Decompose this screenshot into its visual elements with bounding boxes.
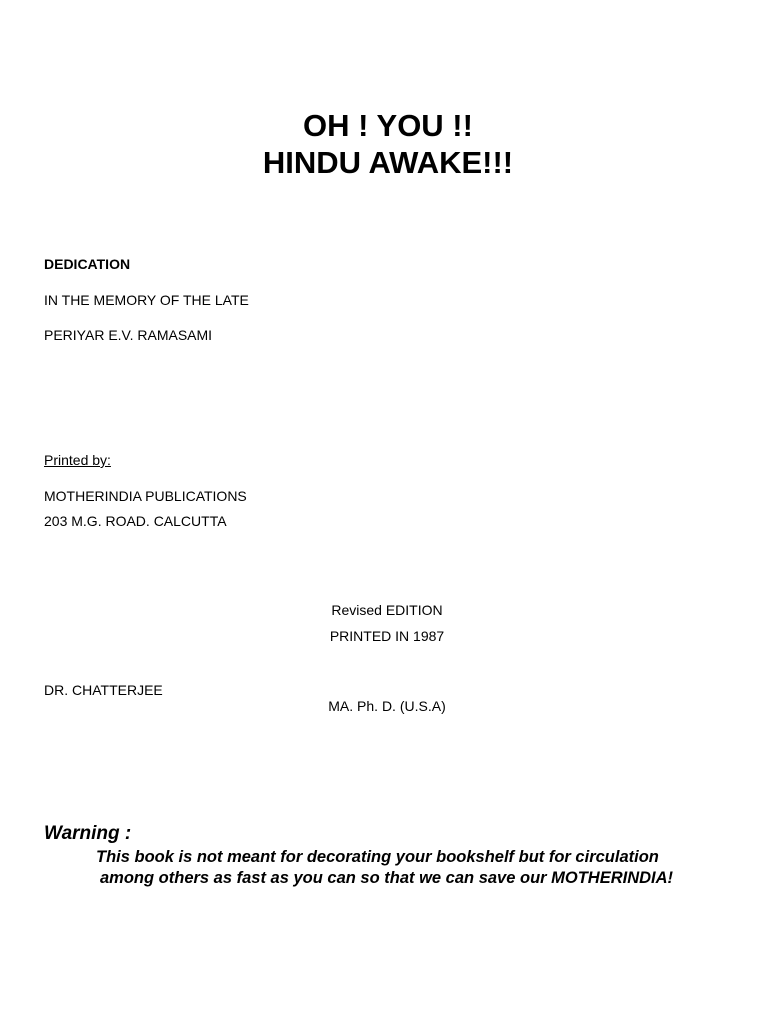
title-line-2: HINDU AWAKE!!!: [262, 145, 514, 180]
dedication-line-1: IN THE MEMORY OF THE LATE: [44, 292, 249, 308]
dedication-line-2: PERIYAR E.V. RAMASAMI: [44, 327, 213, 343]
warning-line-2: among others as fast as you can so that we can save our MOTHERINDIA!: [100, 869, 674, 887]
author-name: DR. CHATTERJEE: [44, 682, 163, 698]
publisher-name: MOTHERINDIA PUBLICATIONS: [44, 488, 247, 504]
edition-line-2: PRINTED IN 1987: [329, 628, 445, 644]
title-line-1: OH ! YOU !!: [303, 108, 473, 143]
edition-line-1: Revised EDITION: [331, 602, 443, 618]
warning-heading: Warning :: [44, 823, 132, 844]
publisher-address: 203 M.G. ROAD. CALCUTTA: [44, 513, 227, 529]
printed-by-label: Printed by:: [44, 452, 111, 468]
dedication-heading: DEDICATION: [44, 256, 131, 272]
author-credentials: MA. Ph. D. (U.S.A): [328, 698, 446, 714]
warning-line-1: This book is not meant for decorating your bookshelf but for circulation: [96, 848, 659, 866]
